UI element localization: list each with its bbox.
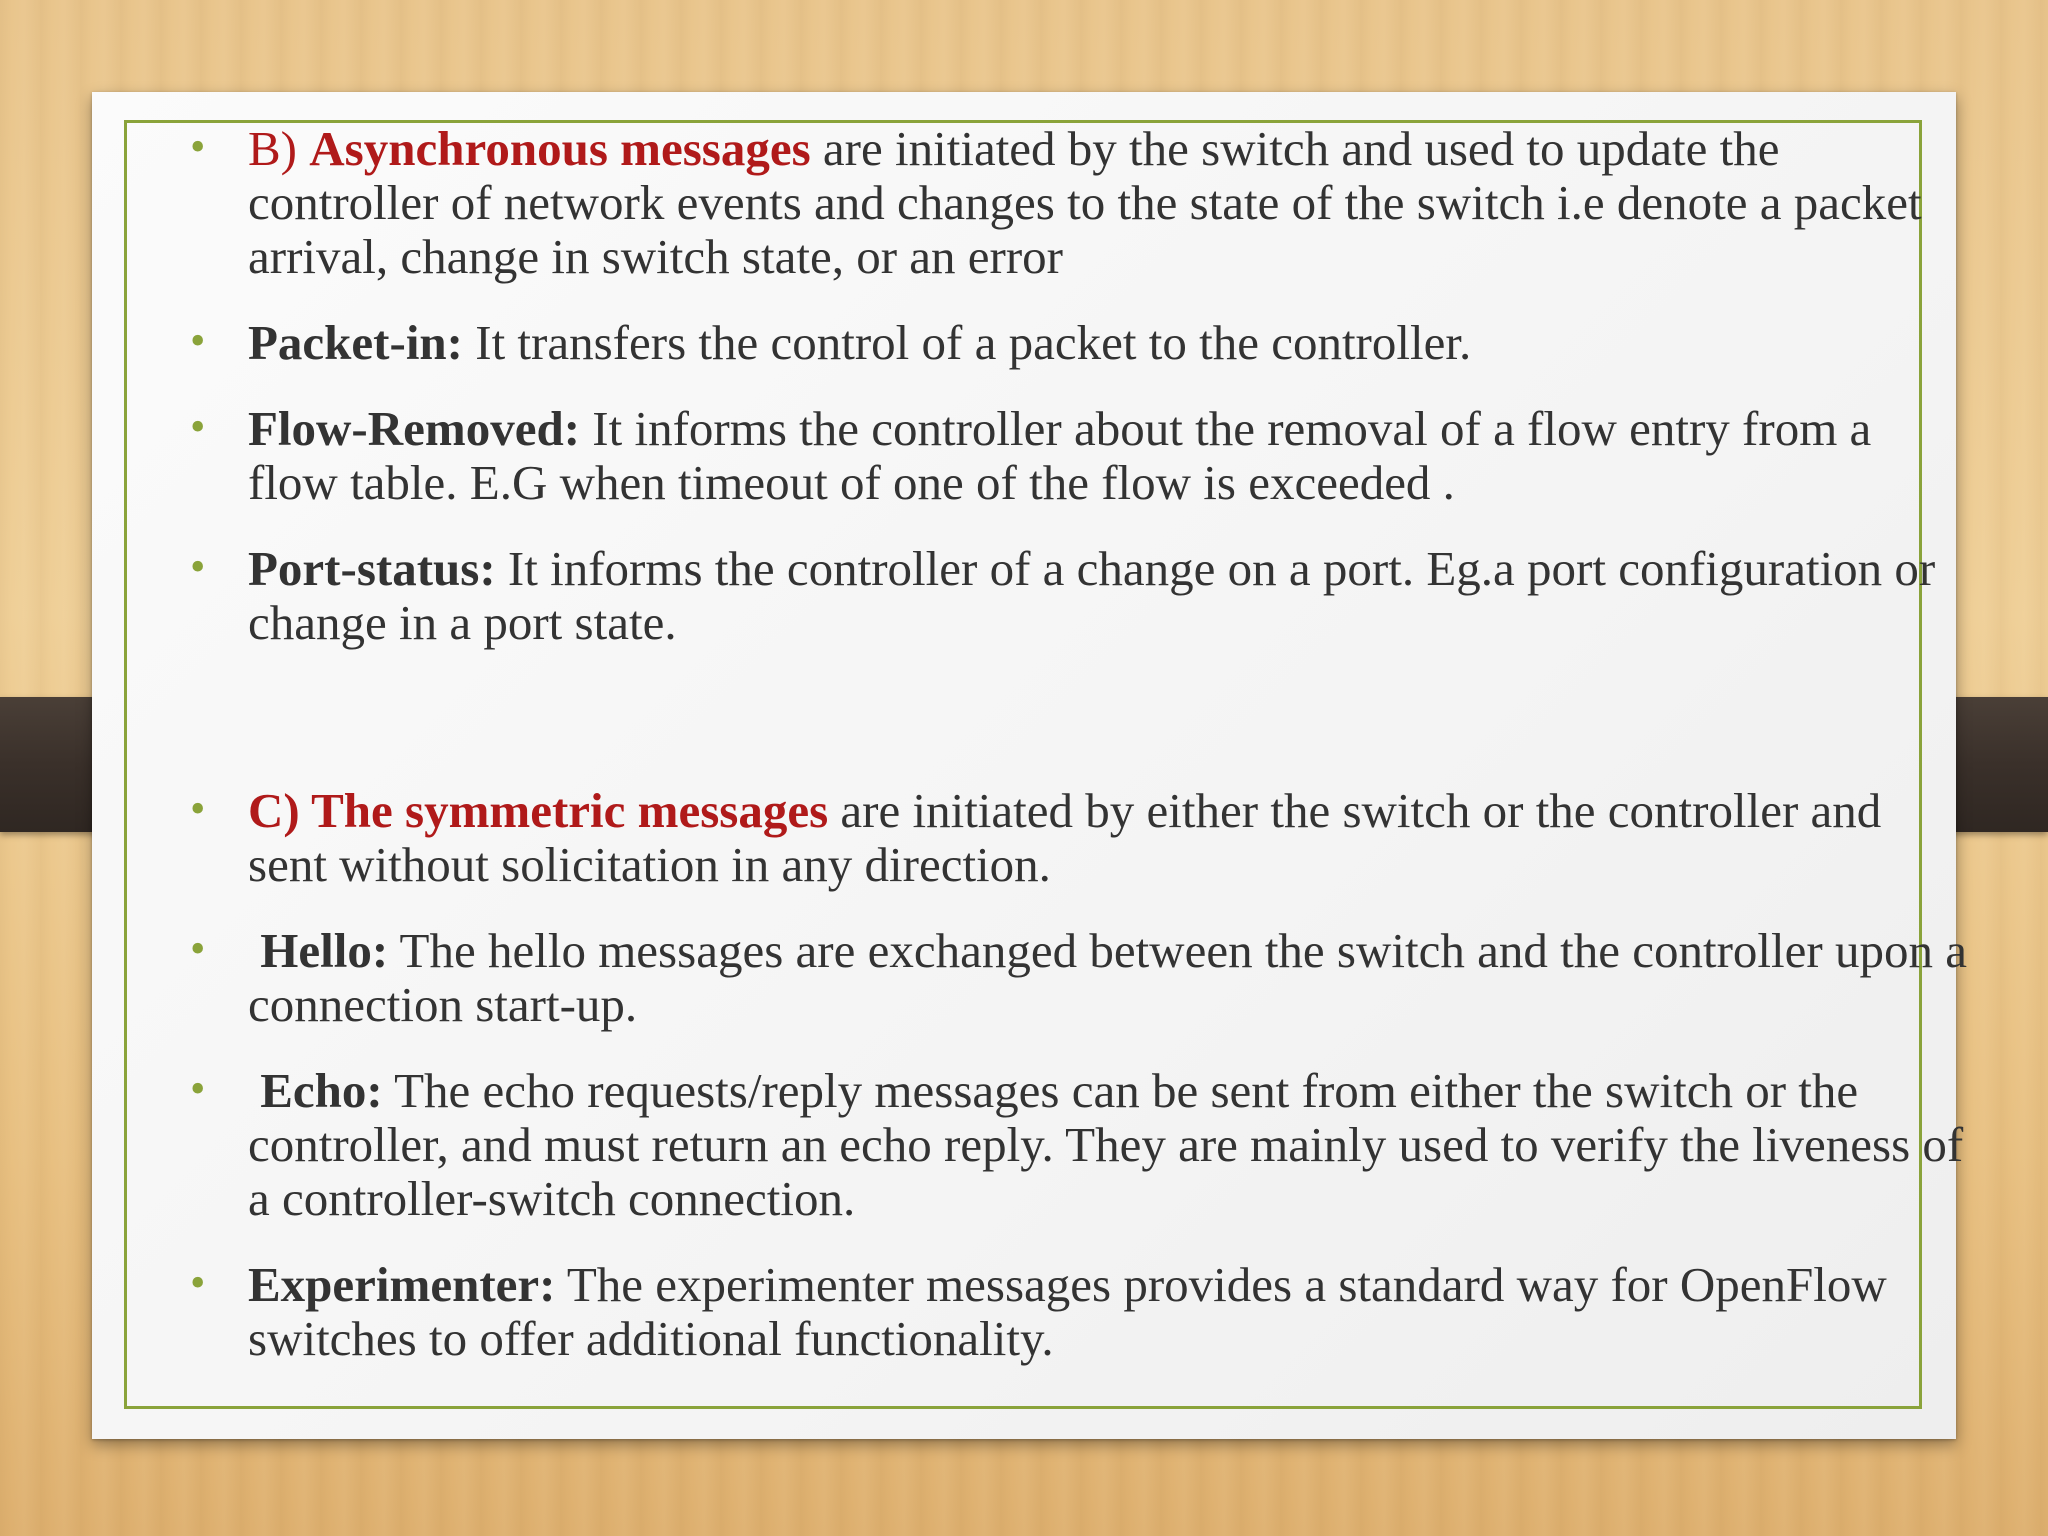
bullet-packet-in [190, 316, 1970, 370]
bullet-term: Echo: [248, 1063, 383, 1118]
bullet-text: The hello messages are exchanged between the switch and the controller upon a connection start-up. [248, 923, 1967, 1032]
bullet-text: are initiated by either the switch or the controller and sent without solicitation in any direction. [248, 783, 1882, 892]
bullet-port-status [190, 542, 1970, 650]
bullet-term: Packet-in: [248, 315, 463, 370]
bullet-term: Flow-Removed: [248, 401, 581, 456]
bullet-asynchronous [190, 122, 1970, 284]
bullet-experimenter [190, 1258, 1970, 1366]
bullet-term: Experimenter: [248, 1257, 556, 1312]
bullet-hello [190, 924, 1970, 1032]
bullet-text: It informs the controller of a change on a port. Eg.a port configuration or change in a port state. [248, 541, 1936, 650]
bullet-list [190, 122, 1970, 1366]
bullet-term: Hello: [248, 923, 389, 978]
bullet-echo [190, 1064, 1970, 1226]
bullet-text: It informs the controller about the removal of a flow entry from a flow table. E.G when timeout of one of the flow is exceeded . [248, 401, 1872, 510]
bullet-term: Asynchronous messages [309, 121, 811, 176]
bullet-dot: • [190, 402, 206, 451]
bullet-text: It transfers the control of a packet to the controller. [463, 315, 1472, 370]
bullet-dot: • [190, 1258, 206, 1307]
bullet-text: The experimenter messages provides a standard way for OpenFlow switches to offer additional functionality. [248, 1257, 1887, 1366]
bullet-text: The echo requests/reply messages can be sent from either the switch or the controller, and must return an echo reply. They are mainly used to verify the liveness of a controller-switch connection. [248, 1063, 1964, 1226]
bullet-dot: • [190, 316, 206, 365]
bullet-dot: • [190, 542, 206, 591]
bullet-dot: • [190, 122, 206, 171]
bullet-term: C) The symmetric messages [248, 783, 829, 838]
bullet-term: Port-status: [248, 541, 496, 596]
slide-card [92, 92, 1967, 1439]
bullet-dot: • [190, 1064, 206, 1113]
bullet-dot: • [190, 784, 206, 833]
bullet-prefix: B) [248, 121, 310, 176]
bullet-flow-removed [190, 402, 1970, 510]
bullet-dot: • [190, 924, 206, 973]
bullet-symmetric [190, 784, 1970, 892]
bullet-text: are initiated by the switch and used to update the controller of network events and changes to the state of the switch i.e denote a packet arrival, change in switch state, or an error [248, 121, 1922, 284]
